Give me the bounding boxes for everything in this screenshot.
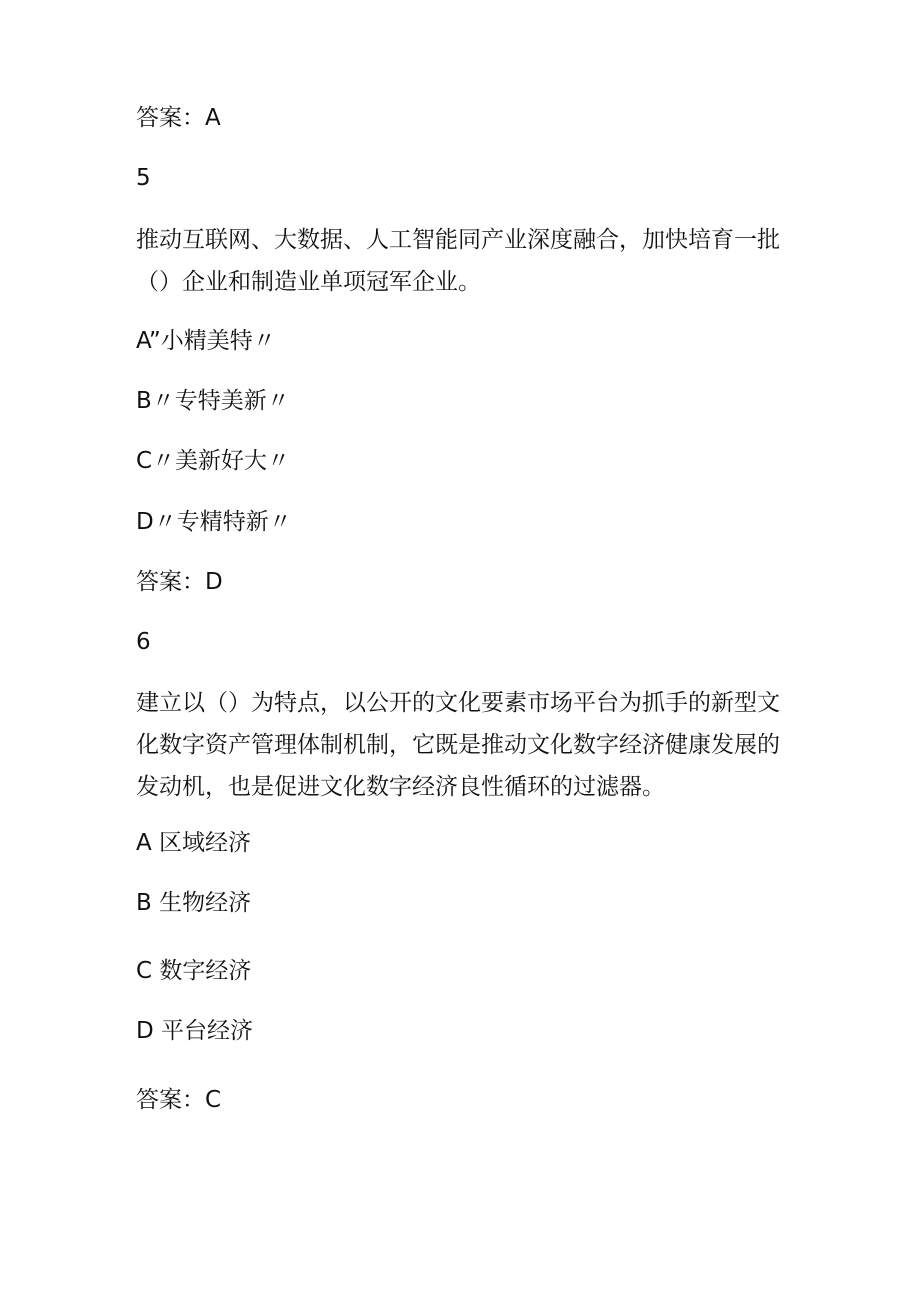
question-5-option-b: B〃专特美新〃 bbox=[136, 388, 290, 414]
previous-answer: 答案：A bbox=[136, 105, 221, 131]
question-5-option-a: A”小精美特〃 bbox=[136, 328, 276, 354]
question-5-option-d: D〃专精特新〃 bbox=[136, 509, 292, 535]
question-5-stem bbox=[136, 219, 796, 303]
question-6-stem-line: 化数字资产管理体制机制，它既是推动文化数字经济健康发展的 bbox=[136, 732, 780, 758]
question-6-option-b: B 生物经济 bbox=[136, 890, 252, 916]
question-number-5: 5 bbox=[136, 165, 151, 191]
question-6-answer: 答案：C bbox=[136, 1087, 222, 1113]
question-6-option-a: A 区域经济 bbox=[136, 830, 252, 856]
question-6-stem-line: 建立以（）为特点，以公开的文化要素市场平台为抓手的新型文 bbox=[136, 690, 780, 716]
question-6-option-c: C 数字经济 bbox=[136, 958, 252, 984]
question-5-stem-line: （）企业和制造业单项冠军企业。 bbox=[136, 269, 481, 295]
question-6-stem-line: 发动机，也是促进文化数字经济良性循环的过滤器。 bbox=[136, 774, 665, 800]
question-6-option-d: D 平台经济 bbox=[136, 1018, 254, 1044]
question-number-6: 6 bbox=[136, 629, 151, 655]
question-5-answer: 答案：D bbox=[136, 569, 223, 595]
question-6-stem bbox=[136, 682, 796, 808]
question-5-option-c: C〃美新好大〃 bbox=[136, 448, 291, 474]
question-5-stem-line: 推动互联网、大数据、人工智能同产业深度融合，加快培育一批 bbox=[136, 227, 780, 253]
